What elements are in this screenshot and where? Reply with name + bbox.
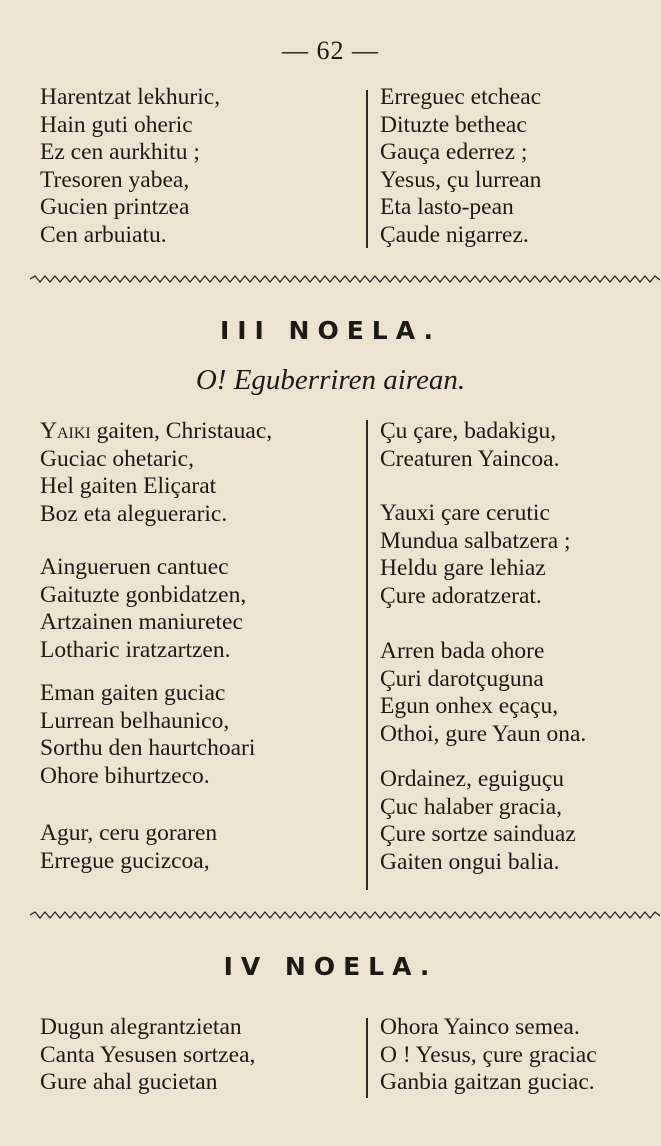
verse-line: Guciac ohetaric, [40, 445, 194, 472]
verse-line: Ordainez, eguiguçu [380, 766, 565, 792]
verse-line: Gaituzte gonbidatzen, [40, 581, 247, 608]
page-number: — 62 — [282, 36, 379, 65]
verse-line: Çu çare, badakigu, [380, 418, 557, 444]
verse-line: Ohore bihurtzeco. [40, 762, 210, 789]
verse-line: Çuri darotçuguna [380, 665, 544, 692]
stanza [380, 1014, 597, 1097]
verse-line: Hel gaiten Eliçarat [40, 473, 217, 499]
verse-line: Ez cen aurkhitu ; [40, 139, 200, 165]
verse-line: Agur, ceru goraren [40, 820, 218, 846]
verse-line: Dugun alegrantzietan [40, 1014, 242, 1040]
verse-line: Mundua salbatzera ; [380, 527, 571, 554]
verse-line: Sorthu den haurtchoari [40, 735, 256, 761]
verse-line: Heldu gare lehiaz [380, 555, 546, 581]
column-divider [366, 1018, 368, 1098]
verse-line: Gauça ederrez ; [380, 139, 528, 165]
verse-line: Hain guti oheric [40, 111, 193, 138]
stanza [380, 638, 586, 748]
verse-line: Boz eta alegueraric. [40, 500, 228, 527]
section-title: IV NOELA. [223, 952, 438, 981]
verse-line: Artzainen maniuretec [40, 609, 243, 635]
verse-line: Eta lasto-pean [380, 194, 514, 220]
first-line-rest: gaiten, Christauac, [90, 418, 273, 444]
top-stanza-left [40, 84, 220, 249]
verse-line: Dituzte betheac [380, 111, 527, 138]
verse-line: Egun onhex eçaçu, [380, 693, 559, 719]
first-word: Yaiki [40, 418, 91, 444]
wavy-separator [30, 274, 660, 284]
verse-line: O ! Yesus, çure graciac [380, 1041, 597, 1068]
verse-line: Yauxi çare cerutic [380, 500, 550, 526]
verse-line: Lotharic iratzartzen. [40, 636, 231, 663]
verse-line: Canta Yesusen sortzea, [40, 1041, 256, 1068]
stanza [40, 418, 272, 528]
stanza [380, 766, 576, 876]
verse-line: Cen arbuiatu. [40, 221, 167, 248]
verse-line: Çure sortze sainduaz [380, 821, 576, 847]
column-divider [366, 420, 368, 890]
verse-line: Gure ahal gucietan [40, 1069, 218, 1095]
stanza [380, 500, 571, 610]
verse-line: Erreguec etcheac [380, 84, 542, 110]
verse-line: Lurrean belhaunico, [40, 707, 230, 734]
verse-line: Ganbia gaitzan guciac. [380, 1069, 595, 1095]
verse-line: Gaiten ongui balia. [380, 848, 560, 875]
verse-line: Çure adoratzerat. [380, 582, 542, 609]
verse-line: Çuc halaber gracia, [380, 793, 563, 820]
verse-line: Creaturen Yaincoa. [380, 445, 560, 472]
verse-line: Eman gaiten guciac [40, 680, 226, 706]
section-subtitle: O! Eguberriren airean. [195, 364, 466, 396]
verse-line: Çaude nigarrez. [380, 221, 529, 248]
verse-line [40, 418, 272, 446]
verse-line: Gucien printzea [40, 194, 190, 220]
verse-line: Aingueruen cantuec [40, 554, 229, 580]
verse-line: Ohora Yainco semea. [380, 1014, 580, 1040]
verse-line: Arren bada ohore [380, 638, 545, 664]
stanza [380, 418, 559, 473]
verse-line: Tresoren yabea, [40, 166, 190, 193]
top-stanza-right [380, 84, 541, 249]
stanza [40, 1014, 255, 1097]
column-divider [366, 90, 368, 248]
wavy-separator [30, 910, 660, 920]
stanza [40, 820, 217, 875]
verse-line: Othoi, gure Yaun ona. [380, 720, 587, 747]
section-title: III NOELA. [219, 316, 442, 345]
stanza [40, 680, 255, 790]
verse-line: Harentzat lekhuric, [40, 84, 221, 110]
verse-line: Erregue gucizcoa, [40, 847, 210, 874]
stanza [40, 554, 246, 664]
verse-line: Yesus, çu lurrean [380, 166, 542, 193]
